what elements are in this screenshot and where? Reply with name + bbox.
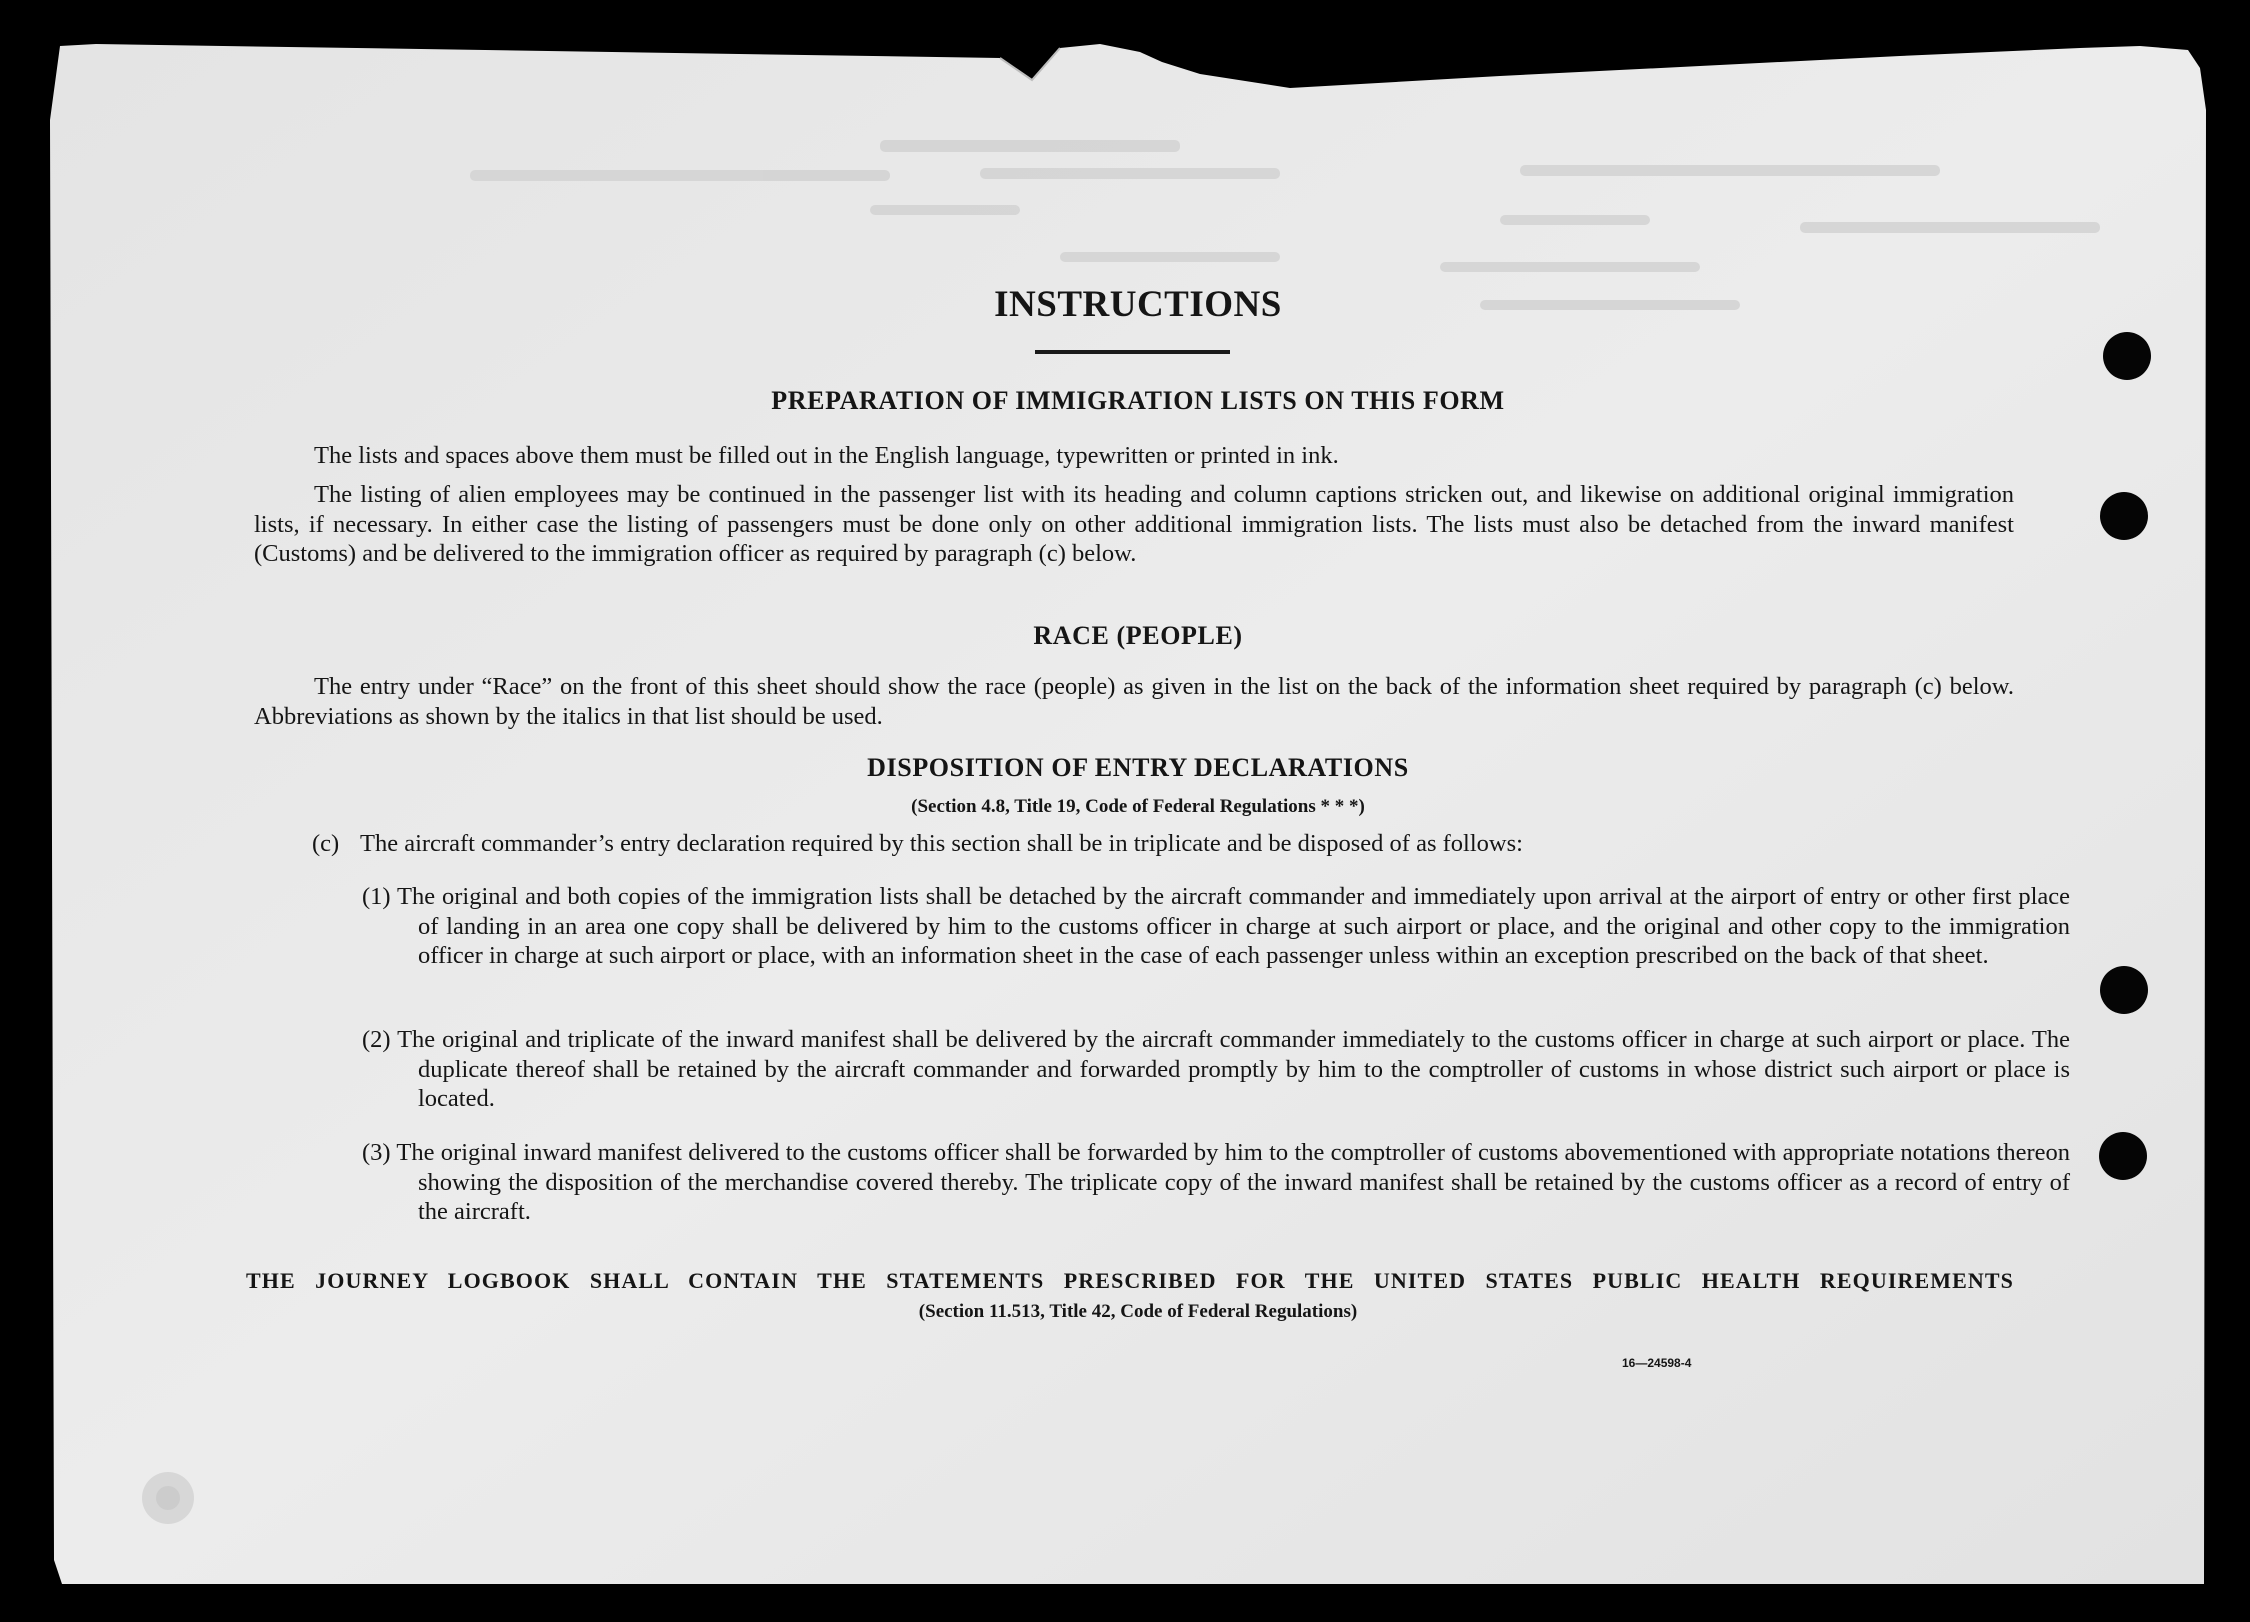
page-title: INSTRUCTIONS <box>994 284 1282 325</box>
item-text: The original inward manifest delivered to the customs officer shall be forwarded by him to the comptroller of customs abovementioned with appropriate notations thereon showing the disposition of the merchandise covered thereby. The triplicate copy of the inward manifest shall be retained by the customs officer as a record of entry of the aircraft. <box>396 1139 2071 1225</box>
race-paragraph: The entry under “Race” on the front of this sheet should show the race (people) as given in the list on the back of the information sheet required by paragraph (c) below. Abbreviations as shown by the italics in that list should be used. <box>254 673 2014 730</box>
preparation-paragraph-1: The lists and spaces above them must be filled out in the English language, typewritten or printed in ink. <box>314 442 1339 469</box>
preparation-paragraph-2: The listing of alien employees may be continued in the passenger list with its heading and column captions stricken out, and likewise on additional original immigration lists, if necessary. In either case the listing of passengers must be done only on other additional immigration lists. The lists must also be detached from the inward manifest (Customs) and be delivered to the immigration officer as required by paragraph (c) below. <box>254 481 2014 567</box>
title-underline <box>1035 350 1230 354</box>
race-heading: RACE (PEOPLE) <box>1033 621 1243 650</box>
item-label: (2) <box>362 1026 398 1053</box>
clause-c <box>312 829 2012 859</box>
form-number: 16—24598-4 <box>1622 1356 1692 1370</box>
clause-c-label: (c) <box>312 830 340 857</box>
item-text: The original and triplicate of the inward manifest shall be delivered by the aircraft commander immediately to the customs officer in charge at such airport or place. The duplicate thereof shall be retained by the aircraft commander and forwarded promptly by him to the comptroller of customs in whose district such airport or place is located. <box>397 1026 2070 1112</box>
item-label: (3) <box>362 1139 397 1166</box>
list-item <box>362 882 2070 971</box>
preparation-heading: PREPARATION OF IMMIGRATION LISTS ON THIS FORM <box>771 386 1505 415</box>
disposition-heading: DISPOSITION OF ENTRY DECLARATIONS <box>867 753 1409 782</box>
clause-c-text: The aircraft commander’s entry declaration required by this section shall be in triplicate and be disposed of as follows: <box>360 830 1523 857</box>
footer-citation: (Section 11.513, Title 42, Code of Federal Regulations) <box>918 1301 1358 1322</box>
item-label: (1) <box>362 883 398 910</box>
item-text: The original and both copies of the immigration lists shall be detached by the aircraft commander and immediately upon arrival at the airport of entry or other first place of landing in an area one copy shall be delivered by him to the customs officer in charge at such airport or place, and the original and other copy to the immigration officer in charge at such airport or place, with an information sheet in the case of each passenger unless within an exception prescribed on the back of that sheet. <box>397 883 2071 969</box>
list-item <box>362 1025 2070 1114</box>
footer-statement: THE JOURNEY LOGBOOK SHALL CONTAIN THE STATEMENTS PRESCRIBED FOR THE UNITED STATES PUBLIC HEALTH REQUIREMENTS <box>246 1268 2014 1293</box>
disposition-citation: (Section 4.8, Title 19, Code of Federal Regulations * * *) <box>911 796 1365 817</box>
list-item <box>362 1138 2070 1227</box>
